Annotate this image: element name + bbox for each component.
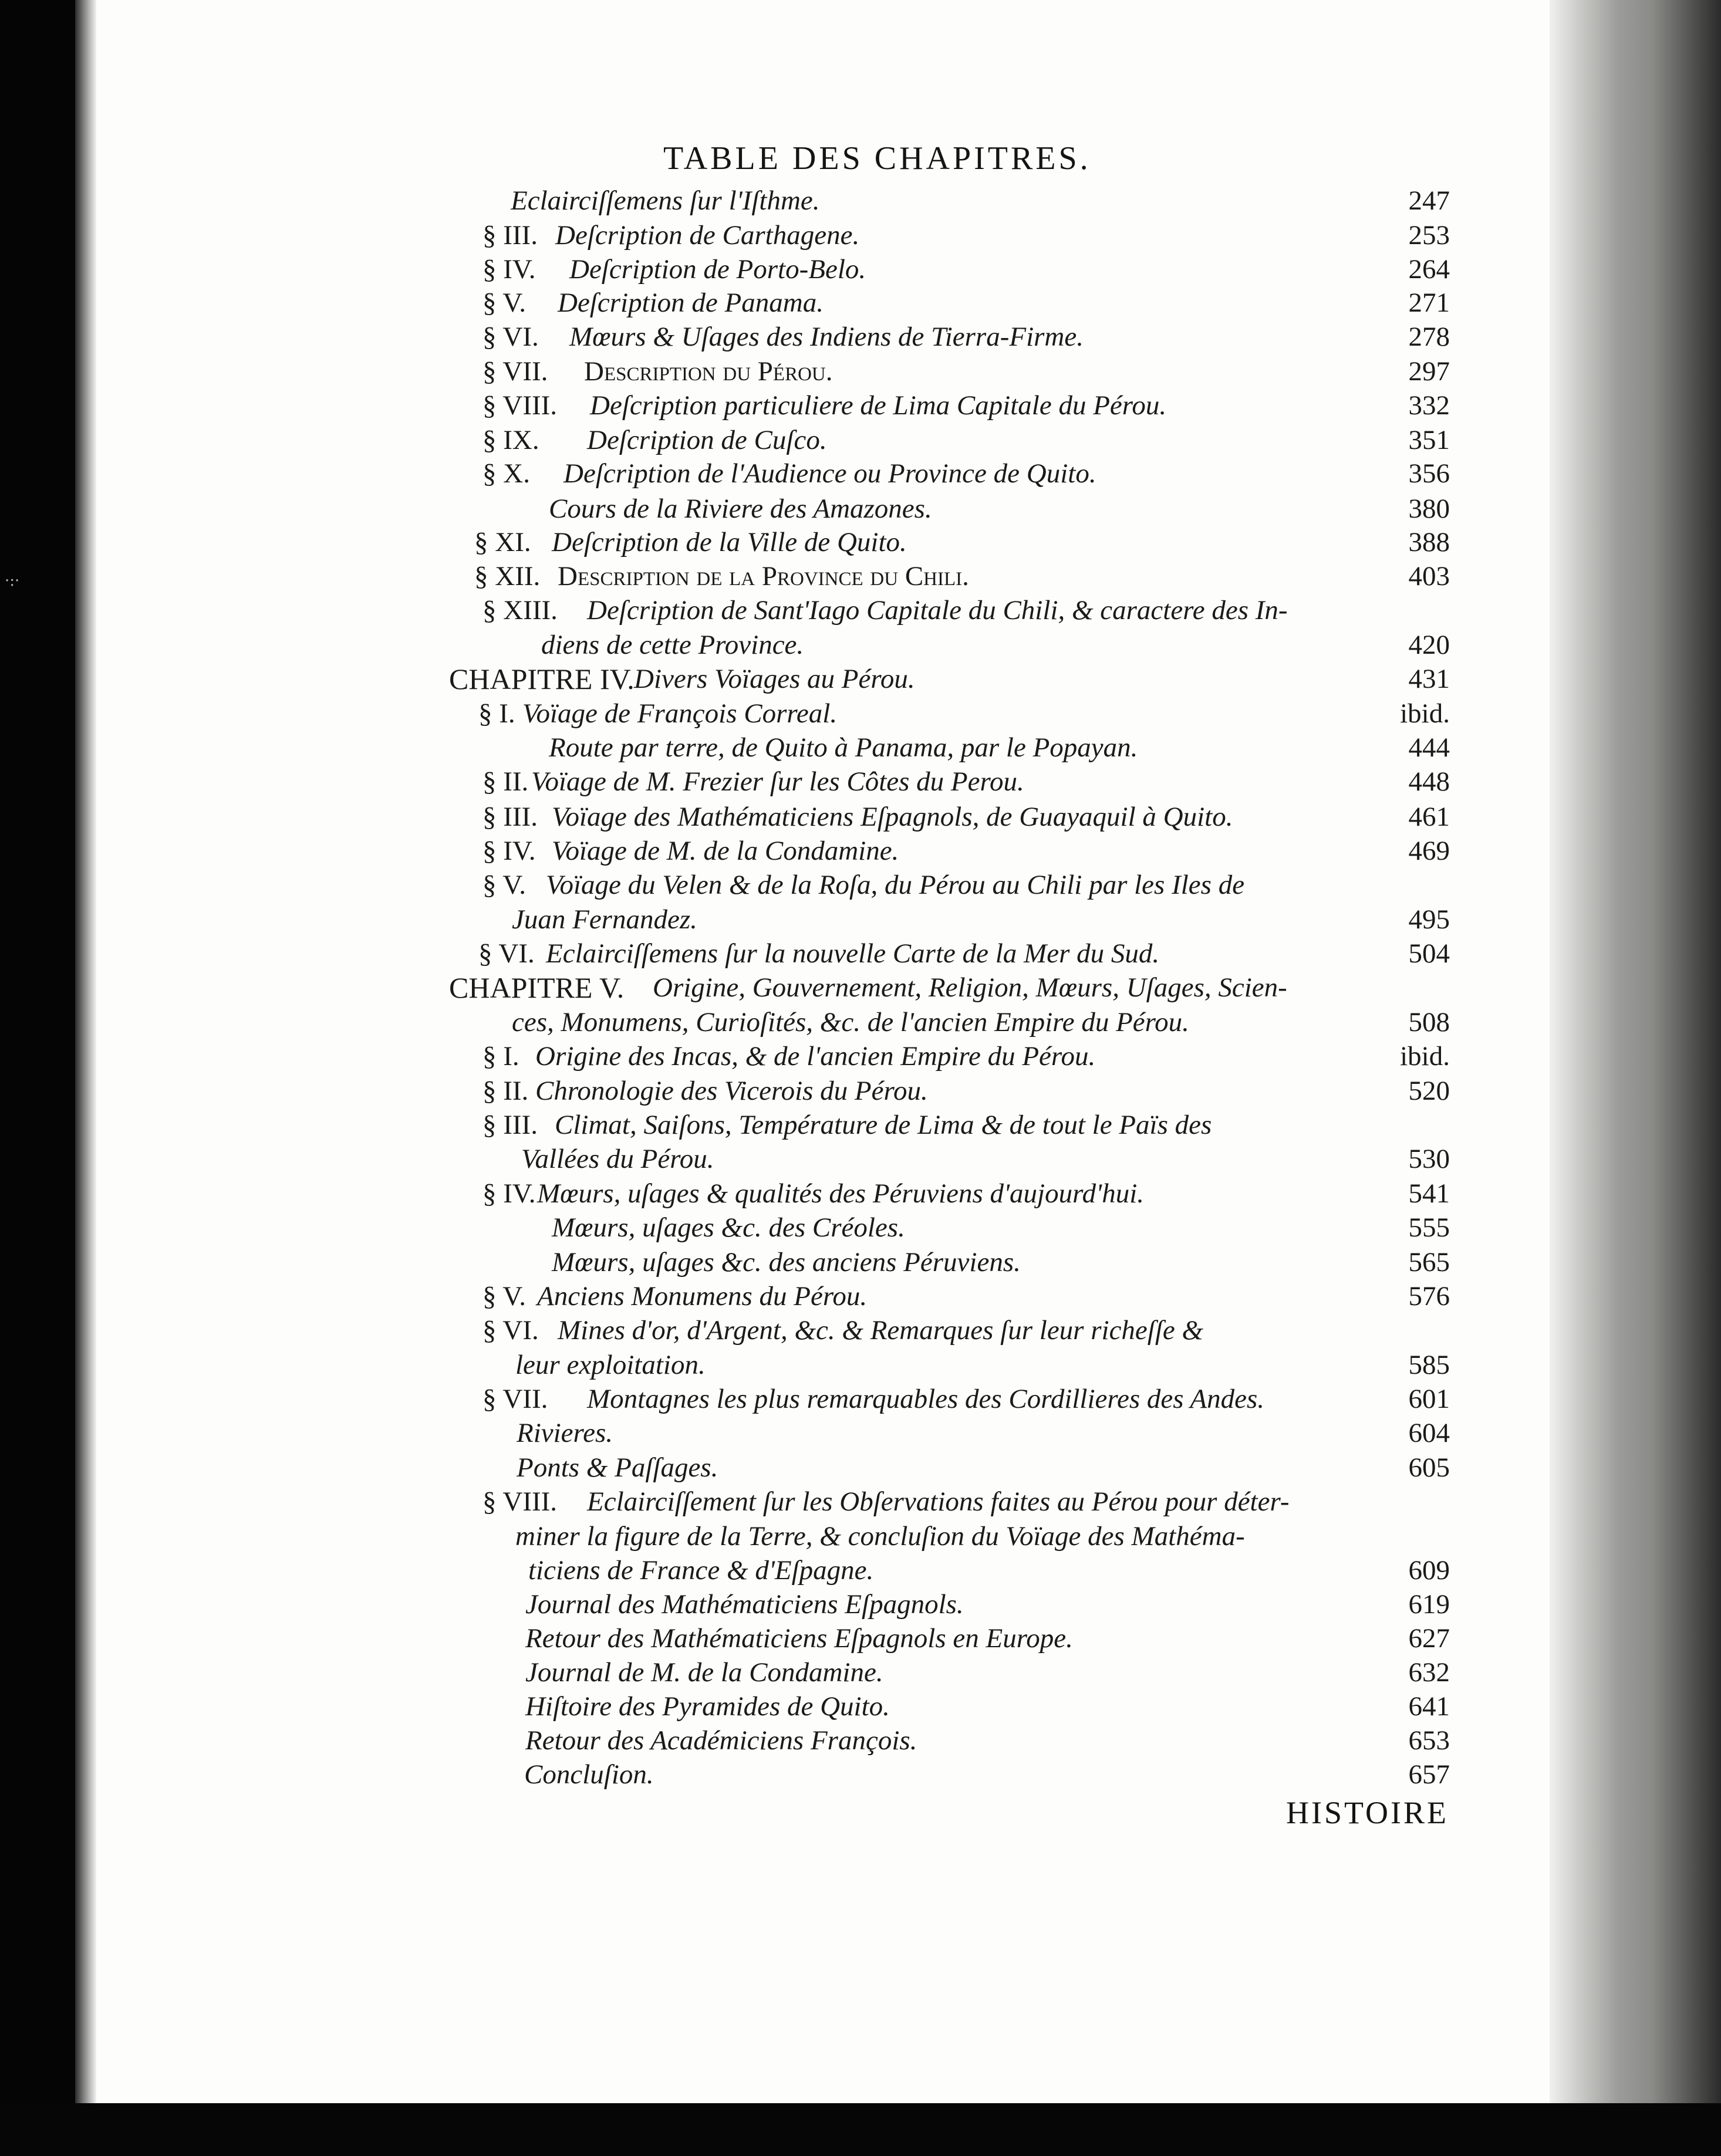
toc-entry-title: Concluſion. [524,1759,654,1790]
toc-page-number: 657 [1408,1759,1450,1790]
toc-page-number: 576 [1408,1281,1450,1312]
toc-entry-title: Eclairciſſemens ſur l'Iſthme. [511,185,820,216]
toc-entry-title: diens de cette Province. [541,630,804,660]
toc-page-number: 609 [1408,1555,1450,1586]
toc-section-number: § V. [482,870,527,900]
toc-section-number: § IX. [482,425,539,455]
toc-entry-title: Description de la Province du Chili. [558,561,969,592]
toc-page-number: 247 [1408,185,1450,216]
toc-entry-title: Divers Voïages au Pérou. [634,664,915,694]
toc-section-number: CHAPITRE IV. [449,663,635,695]
toc-entry-title: Eclairciſſemens ſur la nouvelle Carte de la Mer du Sud. [546,938,1160,969]
toc-entry-title: Description du Pérou. [584,356,833,387]
toc-page-number: 271 [1408,288,1450,318]
toc-page-number: 264 [1408,254,1450,285]
toc-entry-title: Montagnes les plus remarquables des Cordillieres des Andes. [587,1384,1265,1414]
toc-entry-title: Voïage de M. de la Condamine. [552,836,899,866]
toc-entry-title: Vallées du Pérou. [521,1144,714,1174]
toc-page-number: 541 [1408,1178,1450,1209]
toc-entry-title: Mœurs, uſages &c. des anciens Péruviens. [552,1247,1021,1278]
toc-section-number: § XI. [474,527,531,557]
toc-page-number: 601 [1408,1384,1450,1414]
toc-page-number: 632 [1408,1657,1450,1688]
toc-entry-title: ces, Monumens, Curioſités, &c. de l'ancien Empire du Pérou. [512,1007,1189,1038]
toc-section-number: § IV. [482,1178,536,1209]
toc-entry-title: Deſcription particuliere de Lima Capitale du Pérou. [590,390,1167,421]
toc-entry-title: Origine, Gouvernement, Religion, Mœurs, Uſages, Scien- [653,972,1287,1003]
toc-page-number: 253 [1408,220,1450,251]
toc-entry-title: Deſcription de Porto-Belo. [569,254,866,285]
toc-section-number: § VIII. [482,1486,558,1517]
toc-section-number: § I. [482,1041,519,1072]
toc-entry-title: Cours de la Riviere des Amazones. [549,494,932,524]
toc-entry-title: Climat, Saiſons, Température de Lima & de tout le Païs des [555,1110,1212,1140]
toc-page-number: 278 [1408,322,1450,352]
toc-entry-title: Route par terre, de Quito à Panama, par le Popayan. [549,732,1138,763]
toc-page-number: 431 [1408,664,1450,694]
toc-page-number: 585 [1408,1350,1450,1380]
toc-entry-title: Deſcription de Cuſco. [587,425,827,455]
toc-entry-title: Voïage du Velen & de la Roſa, du Pérou au Chili par les Iles de [546,870,1245,900]
toc-page-number: 297 [1408,356,1450,387]
toc-entry-title: Deſcription de la Ville de Quito. [552,527,907,557]
toc-entry-title: Journal de M. de la Condamine. [525,1657,883,1688]
toc-entry-title: Voïage des Mathématiciens Eſpagnols, de Guayaquil à Quito. [552,802,1233,832]
toc-page-number: 380 [1408,494,1450,524]
toc-section-number: § VIII. [482,390,558,421]
toc-page-number: 530 [1408,1144,1450,1174]
toc-section-number: § IV. [482,836,536,866]
toc-entry-title: Deſcription de l'Audience ou Province de Quito. [563,458,1096,489]
toc-section-number: § XIII. [482,595,558,626]
toc-page-number: 508 [1408,1007,1450,1038]
toc-entry-title: Rivieres. [517,1418,613,1448]
toc-entry-title: Voïage de François Correal. [522,698,838,729]
toc-page-number: 388 [1408,527,1450,557]
toc-page-number: 356 [1408,458,1450,489]
toc-section-number: § V. [482,1281,527,1312]
scan-speck: ·:· [5,572,20,590]
toc-section-number: § VII. [482,1384,548,1414]
toc-entry-title: Origine des Incas, & de l'ancien Empire du Pérou. [535,1041,1096,1072]
toc-page-number: 555 [1408,1212,1450,1243]
toc-page-number: 504 [1408,938,1450,969]
toc-section-number: § VI. [482,1315,539,1346]
toc-entry-title: Mœurs, uſages &c. des Créoles. [552,1212,905,1243]
toc-entry-title: Deſcription de Carthagene. [555,220,860,251]
toc-section-number: § II. [482,1076,529,1106]
toc-entry-title: Mines d'or, d'Argent, &c. & Remarques ſur leur richeſſe & [558,1315,1204,1346]
toc-section-number: § II. [482,766,529,797]
toc-page-number: 444 [1408,732,1450,763]
toc-page-number: ibid. [1400,1041,1450,1072]
catchword: HISTOIRE [1285,1795,1449,1830]
page-title: TABLE DES CHAPITRES. [663,140,1091,177]
toc-entry-title: Retour des Académiciens François. [525,1725,917,1756]
toc-entry-title: Mœurs & Uſages des Indiens de Tierra-Firme. [569,322,1084,352]
toc-entry-title: leur exploitation. [515,1350,706,1380]
toc-section-number: § VI. [482,322,539,352]
toc-section-number: § V. [482,288,527,318]
toc-section-number: § X. [482,458,530,489]
toc-page-number: 351 [1408,425,1450,455]
toc-section-number: § IV. [482,254,536,285]
toc-entry-title: ticiens de France & d'Eſpagne. [528,1555,874,1586]
toc-entry-title: Ponts & Paſſages. [517,1452,718,1483]
toc-page-number: 469 [1408,836,1450,866]
toc-page-number: 619 [1408,1589,1450,1620]
toc-page-number: 605 [1408,1452,1450,1483]
toc-entry-title: Chronologie des Vicerois du Pérou. [535,1076,928,1106]
toc-entry-title: Voïage de M. Frezier ſur les Côtes du Perou. [531,766,1024,797]
toc-page-number: 627 [1408,1623,1450,1654]
toc-entry-title: Anciens Monumens du Pérou. [537,1281,868,1312]
toc-entry-title: Mœurs, uſages & qualités des Péruviens d'aujourd'hui. [537,1178,1145,1209]
toc-entry-title: Deſcription de Panama. [558,288,824,318]
toc-page-number: 461 [1408,802,1450,832]
toc-section-number: § VI. [478,938,535,969]
toc-page-number: 495 [1408,904,1450,935]
toc-entry-title: miner la figure de la Terre, & concluſion du Voïage des Mathéma- [515,1521,1245,1552]
toc-section-number: § I. [478,698,515,729]
toc-entry-title: Journal des Mathématiciens Eſpagnols. [525,1589,964,1620]
toc-section-number: § III. [482,1110,538,1140]
toc-entry-title: Hiſtoire des Pyramides de Quito. [525,1691,890,1722]
toc-page-number: 403 [1408,561,1450,592]
toc-page-number: 448 [1408,766,1450,797]
toc-entry-title: Retour des Mathématiciens Eſpagnols en Europe. [525,1623,1073,1654]
toc-entry-title: Deſcription de Sant'Iago Capitale du Chili, & caractere des In- [587,595,1288,626]
toc-page-number: 520 [1408,1076,1450,1106]
toc-page-number: 653 [1408,1725,1450,1756]
toc-page-number: ibid. [1400,698,1450,729]
toc-entry-title: Eclairciſſement ſur les Obſervations faites au Pérou pour déter- [587,1486,1290,1517]
toc-page-number: 641 [1408,1691,1450,1722]
toc-page-number: 565 [1408,1247,1450,1278]
toc-section-number: CHAPITRE V. [449,971,625,1004]
toc-section-number: § VII. [482,356,548,387]
toc-page-number: 420 [1408,630,1450,660]
toc-entry-title: Juan Fernandez. [512,904,697,935]
scan-border [0,2103,1721,2156]
toc-page-number: 332 [1408,390,1450,421]
toc-section-number: § XII. [474,561,541,592]
toc-section-number: § III. [482,220,538,251]
toc-section-number: § III. [482,802,538,832]
toc-page-number: 604 [1408,1418,1450,1448]
